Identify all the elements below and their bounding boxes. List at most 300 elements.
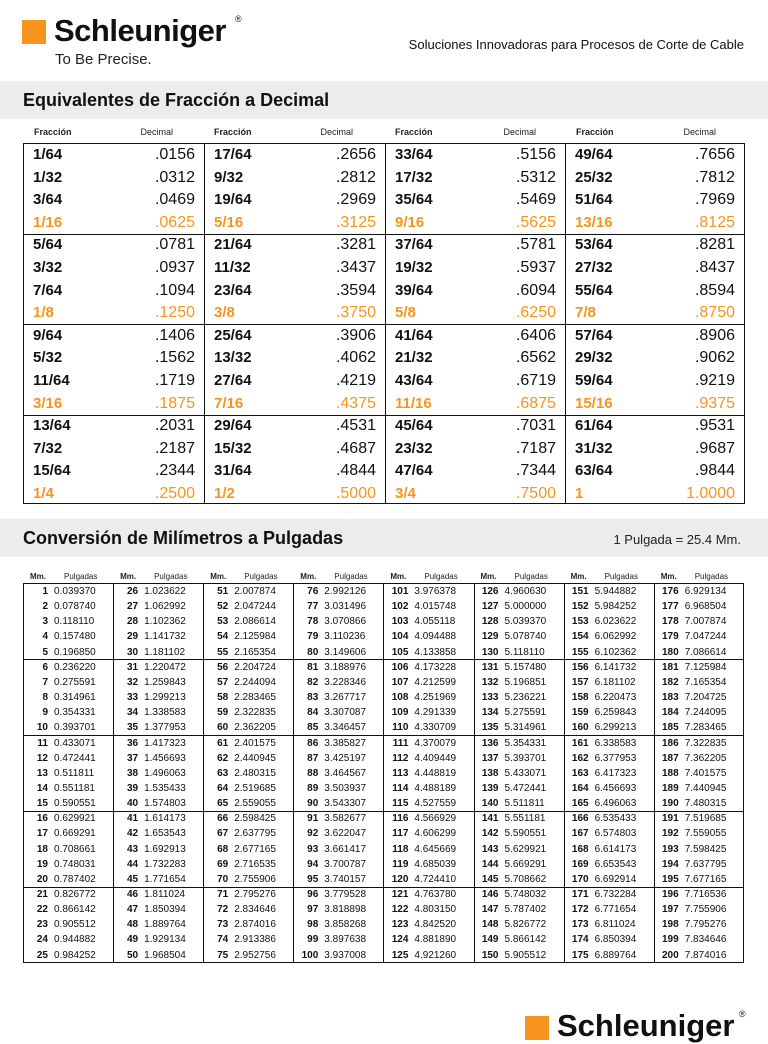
mm-value: 168 xyxy=(571,843,589,855)
fraction-row xyxy=(24,347,744,370)
mm-value: 151 xyxy=(571,586,589,597)
mm-value: 79 xyxy=(307,631,319,643)
mm-value: 94 xyxy=(307,858,319,870)
inches-value: 7.480315 xyxy=(684,798,727,810)
mm-value: 186 xyxy=(662,737,679,749)
inches-value: 1.771654 xyxy=(144,873,186,885)
mm-value: 44 xyxy=(126,858,139,870)
inches-value: 2.952756 xyxy=(234,949,276,961)
decimal-value: .9062 xyxy=(694,349,735,367)
fraction-value: 9/64 xyxy=(33,326,63,344)
mm-value: 166 xyxy=(571,813,589,825)
mm-col-label: Mm. xyxy=(120,572,137,581)
inches-col-label: Pulgadas xyxy=(64,572,98,581)
decimal-value: .9375 xyxy=(694,394,735,412)
inches-value: 7.795276 xyxy=(684,919,727,931)
mm-value: 197 xyxy=(662,904,679,916)
mm-value: 182 xyxy=(662,676,679,688)
inches-value: 6.929134 xyxy=(684,586,727,597)
mm-value: 89 xyxy=(307,782,319,794)
mm-value: 55 xyxy=(217,646,229,658)
fraction-value: 13/32 xyxy=(214,349,252,367)
decimal-value: .5937 xyxy=(515,259,556,276)
fraction-value: 19/32 xyxy=(395,259,433,276)
decimal-value: .2344 xyxy=(154,462,195,480)
mm-value: 184 xyxy=(662,707,679,719)
mm-value: 141 xyxy=(481,813,499,825)
mm-value: 34 xyxy=(126,707,139,719)
inches-value: 4.803150 xyxy=(414,904,457,916)
inches-value: 4.370079 xyxy=(414,737,457,749)
conversion-row xyxy=(24,872,743,887)
inches-value: 2.283465 xyxy=(234,692,276,704)
mm-value: 159 xyxy=(571,707,589,719)
fraction-value: 7/16 xyxy=(214,394,244,412)
mm-value: 128 xyxy=(481,616,499,628)
mm-value: 23 xyxy=(36,919,48,931)
mm-value: 142 xyxy=(481,828,499,840)
decimal-value: .6562 xyxy=(515,349,556,367)
inches-value: 6.377953 xyxy=(594,752,637,764)
mm-value: 163 xyxy=(571,767,589,779)
mm-value: 11 xyxy=(37,737,48,749)
fraction-row xyxy=(24,257,744,280)
decimal-value: .7656 xyxy=(694,146,735,163)
inches-value: 6.456693 xyxy=(594,782,637,794)
mm-value: 73 xyxy=(217,919,229,931)
inches-value: 5.000000 xyxy=(504,601,547,613)
inches-value: 0.984252 xyxy=(54,949,96,961)
inches-value: 4.015748 xyxy=(414,601,457,613)
fraction-section-band xyxy=(0,81,768,119)
inches-value: 3.188976 xyxy=(324,661,367,673)
mm-value: 176 xyxy=(662,586,679,597)
mm-value: 65 xyxy=(217,798,229,810)
inches-value: 4.055118 xyxy=(414,616,456,628)
mm-value: 189 xyxy=(662,782,679,794)
inches-value: 6.535433 xyxy=(594,813,637,825)
mm-value: 136 xyxy=(481,737,499,749)
fraction-value: 11/32 xyxy=(214,259,251,276)
brand-slogan: To Be Precise. xyxy=(55,51,152,68)
conversion-row xyxy=(24,736,743,751)
fraction-value: 19/64 xyxy=(214,191,252,209)
decimal-value: .1562 xyxy=(154,349,195,367)
decimal-value: .2656 xyxy=(335,146,376,163)
conversion-row xyxy=(24,645,743,660)
mm-value: 52 xyxy=(217,601,229,613)
inches-value: 5.551181 xyxy=(504,813,546,825)
decimal-col-label: Decimal xyxy=(140,127,173,137)
inches-value: 2.480315 xyxy=(234,767,276,779)
conversion-row xyxy=(24,948,743,963)
mm-value: 14 xyxy=(36,782,48,794)
inches-value: 3.622047 xyxy=(324,828,367,840)
inches-value: 6.299213 xyxy=(594,722,637,734)
fraction-value: 7/64 xyxy=(33,281,63,299)
mm-value: 138 xyxy=(481,767,499,779)
mm-value: 39 xyxy=(126,782,139,794)
decimal-value: .0781 xyxy=(154,236,195,254)
inches-value: 6.850394 xyxy=(594,934,637,946)
mm-value: 57 xyxy=(217,676,229,688)
fraction-value: 9/16 xyxy=(395,213,425,231)
inches-value: 4.173228 xyxy=(414,661,457,673)
decimal-value: .6250 xyxy=(515,304,556,322)
mm-value: 104 xyxy=(391,631,409,643)
decimal-value: .8906 xyxy=(694,326,735,344)
conversion-row xyxy=(24,857,743,872)
mm-value: 80 xyxy=(307,646,319,658)
fraction-value: 1/32 xyxy=(33,168,63,186)
fraction-value: 3/16 xyxy=(33,394,63,412)
conversion-row xyxy=(24,811,743,826)
conversion-row xyxy=(24,751,743,766)
inches-value: 3.267717 xyxy=(324,692,367,704)
inches-value: 0.433071 xyxy=(54,737,96,749)
inches-value: 1.338583 xyxy=(144,707,186,719)
inches-value: 0.196850 xyxy=(54,646,96,658)
inches-value: 6.259843 xyxy=(594,707,637,719)
mm-value: 12 xyxy=(36,752,48,764)
mm-col-label: Mm. xyxy=(30,572,46,581)
mm-value: 114 xyxy=(392,782,409,794)
inches-value: 3.897638 xyxy=(324,934,367,946)
inches-value: 2.795276 xyxy=(234,889,276,900)
decimal-value: .0469 xyxy=(154,191,195,209)
fraction-value: 29/64 xyxy=(214,417,252,435)
inches-value: 5.944882 xyxy=(594,586,637,597)
fraction-row xyxy=(24,415,744,438)
mm-value: 30 xyxy=(126,646,139,658)
fraction-row xyxy=(24,280,744,303)
fraction-value: 27/64 xyxy=(214,372,252,389)
fraction-value: 3/4 xyxy=(395,485,416,502)
mm-value: 22 xyxy=(36,904,48,916)
fraction-row xyxy=(24,483,744,506)
fraction-value: 31/64 xyxy=(214,462,252,480)
mm-value: 61 xyxy=(217,737,229,749)
conversion-row xyxy=(24,629,743,644)
inches-value: 4.291339 xyxy=(414,707,457,719)
mm-value: 158 xyxy=(571,692,589,704)
inches-value: 2.007874 xyxy=(234,586,276,597)
mm-value: 16 xyxy=(36,813,48,825)
decimal-value: .1406 xyxy=(154,326,195,344)
mm-value: 92 xyxy=(307,828,319,840)
decimal-value: 1.0000 xyxy=(686,485,735,502)
inches-value: 3.858268 xyxy=(324,919,367,931)
decimal-value: .7812 xyxy=(694,168,735,186)
inches-value: 6.811024 xyxy=(594,919,636,931)
inches-value: 1.732283 xyxy=(144,858,186,870)
mm-value: 49 xyxy=(126,934,139,946)
inches-value: 0.590551 xyxy=(54,798,96,810)
mm-value: 8 xyxy=(42,692,48,704)
inches-value: 5.196851 xyxy=(504,676,547,688)
mm-col-label: Mm. xyxy=(660,572,677,581)
inches-value: 7.283465 xyxy=(684,722,727,734)
mm-value: 28 xyxy=(126,616,139,628)
decimal-value: .5625 xyxy=(515,213,556,231)
mm-value: 198 xyxy=(662,919,679,931)
inches-value: 0.314961 xyxy=(54,692,96,704)
inches-value: 0.354331 xyxy=(54,707,96,719)
decimal-value: .6719 xyxy=(515,372,556,389)
decimal-value: .4062 xyxy=(335,349,376,367)
inches-value: 6.968504 xyxy=(684,601,727,613)
fraction-value: 7/8 xyxy=(575,304,596,322)
decimal-value: .1094 xyxy=(154,281,195,299)
inches-value: 3.740157 xyxy=(324,873,367,885)
fraction-value: 1/4 xyxy=(33,485,54,502)
mm-value: 2 xyxy=(42,601,48,613)
mm-value: 118 xyxy=(392,843,409,855)
decimal-value: .9687 xyxy=(694,439,735,457)
mm-value: 160 xyxy=(571,722,589,734)
fraction-row xyxy=(24,167,744,190)
mm-value: 143 xyxy=(481,843,499,855)
inches-value: 7.677165 xyxy=(684,873,727,885)
inches-value: 1.929134 xyxy=(144,934,186,946)
inches-value: 5.984252 xyxy=(594,601,637,613)
conversion-row xyxy=(24,705,743,720)
inches-value: 0.669291 xyxy=(54,828,96,840)
inches-value: 6.062992 xyxy=(594,631,637,643)
inches-value: 4.566929 xyxy=(414,813,457,825)
inches-value: 5.314961 xyxy=(504,722,547,734)
mm-value: 115 xyxy=(392,798,409,810)
decimal-value: .8281 xyxy=(694,236,735,254)
inches-value: 7.007874 xyxy=(684,616,727,628)
inches-value: 5.708662 xyxy=(504,873,547,885)
mm-value: 41 xyxy=(126,813,139,825)
mm-value: 95 xyxy=(307,873,319,885)
decimal-value: .3594 xyxy=(335,281,376,299)
fraction-value: 15/32 xyxy=(214,439,252,457)
inches-col-label: Pulgadas xyxy=(514,572,548,581)
fraction-value: 5/32 xyxy=(33,349,63,367)
mm-value: 164 xyxy=(571,782,589,794)
mm-value: 85 xyxy=(307,722,319,734)
fraction-value: 21/64 xyxy=(214,236,252,254)
inches-value: 0.787402 xyxy=(54,873,96,885)
inches-value: 1.850394 xyxy=(144,904,186,916)
mm-value: 99 xyxy=(307,934,319,946)
inches-value: 4.881890 xyxy=(414,934,457,946)
brand-name: Schleuniger xyxy=(54,13,226,48)
inches-value: 2.440945 xyxy=(234,752,276,764)
inches-value: 1.811024 xyxy=(144,889,186,900)
mm-value: 19 xyxy=(36,858,48,870)
inches-value: 5.629921 xyxy=(504,843,547,855)
inches-value: 3.346457 xyxy=(324,722,367,734)
fraction-value: 5/8 xyxy=(395,304,416,322)
inches-value: 3.543307 xyxy=(324,798,367,810)
fraction-row xyxy=(24,393,744,416)
inches-value: 4.645669 xyxy=(414,843,457,855)
fraction-value: 63/64 xyxy=(575,462,613,480)
inches-value: 3.425197 xyxy=(324,752,367,764)
inches-value: 0.275591 xyxy=(54,676,96,688)
inches-value: 1.614173 xyxy=(144,813,186,825)
mm-value: 154 xyxy=(571,631,589,643)
decimal-value: .1250 xyxy=(154,304,195,322)
inches-value: 1.181102 xyxy=(144,646,186,658)
inches-value: 3.070866 xyxy=(324,616,367,628)
inches-value: 3.503937 xyxy=(324,782,367,794)
mm-value: 81 xyxy=(307,661,319,673)
inches-value: 5.472441 xyxy=(504,782,547,794)
inches-value: 0.118110 xyxy=(54,616,95,628)
mm-value: 117 xyxy=(392,828,409,840)
conversion-row xyxy=(24,584,743,599)
inches-value: 2.086614 xyxy=(234,616,276,628)
fraction-value: 7/32 xyxy=(33,439,63,457)
mm-value: 153 xyxy=(571,616,589,628)
decimal-value: .3437 xyxy=(335,259,376,276)
mm-value: 125 xyxy=(391,949,409,961)
fraction-col-label: Fracción xyxy=(214,127,252,137)
mm-value: 139 xyxy=(481,782,499,794)
inches-value: 1.102362 xyxy=(144,616,186,628)
inches-value: 6.141732 xyxy=(594,661,637,673)
decimal-value: .1719 xyxy=(154,372,195,389)
inches-value: 2.677165 xyxy=(234,843,276,855)
inches-value: 5.905512 xyxy=(504,949,547,961)
header-tagline: Soluciones Innovadoras para Procesos de Corte de Cable xyxy=(408,37,744,52)
inches-value: 3.700787 xyxy=(324,858,367,870)
decimal-value: .4219 xyxy=(335,372,376,389)
mm-value: 185 xyxy=(662,722,679,734)
mm-value: 178 xyxy=(662,616,679,628)
fraction-value: 15/64 xyxy=(33,462,71,480)
decimal-value: .4844 xyxy=(335,462,376,480)
decimal-value: .4375 xyxy=(335,394,376,412)
inches-value: 3.464567 xyxy=(324,767,367,779)
fraction-value: 55/64 xyxy=(575,281,613,299)
inches-value: 5.826772 xyxy=(504,919,547,931)
mm-value: 121 xyxy=(391,889,409,900)
fraction-value: 35/64 xyxy=(395,191,433,209)
inches-value: 6.574803 xyxy=(594,828,637,840)
decimal-value: .8125 xyxy=(694,213,735,231)
decimal-value: .7344 xyxy=(515,462,556,480)
mm-value: 21 xyxy=(36,889,48,900)
mm-value: 175 xyxy=(571,949,589,961)
mm-value: 68 xyxy=(217,843,229,855)
inches-value: 1.574803 xyxy=(144,798,186,810)
conversion-note: 1 Pulgada = 25.4 Mm. xyxy=(613,532,741,547)
inches-value: 2.244094 xyxy=(234,676,276,688)
inches-value: 0.708661 xyxy=(54,843,96,855)
decimal-col-label: Decimal xyxy=(503,127,536,137)
mm-value: 10 xyxy=(36,722,48,734)
decimal-value: .6406 xyxy=(515,326,556,344)
mm-value: 88 xyxy=(307,767,319,779)
fraction-value: 47/64 xyxy=(395,462,433,480)
mm-value: 112 xyxy=(392,752,409,764)
mm-value: 119 xyxy=(392,858,409,870)
mm-value: 25 xyxy=(36,949,48,961)
decimal-value: .9844 xyxy=(694,462,735,480)
inches-value: 2.874016 xyxy=(234,919,276,931)
inches-value: 0.866142 xyxy=(54,904,96,916)
mm-value: 110 xyxy=(392,722,409,734)
fraction-row xyxy=(24,370,744,393)
fraction-value: 41/64 xyxy=(395,326,433,344)
mm-value: 35 xyxy=(126,722,139,734)
mm-value: 124 xyxy=(391,934,409,946)
mm-col-label: Mm. xyxy=(300,572,317,581)
inches-value: 6.417323 xyxy=(594,767,637,779)
fraction-row xyxy=(24,325,744,348)
fraction-row xyxy=(24,212,744,235)
inches-value: 3.937008 xyxy=(324,949,367,961)
decimal-value: .5312 xyxy=(515,168,556,186)
inches-value: 2.401575 xyxy=(234,737,276,749)
mm-value: 155 xyxy=(571,646,589,658)
decimal-value: .0625 xyxy=(154,213,195,231)
mm-value: 199 xyxy=(662,934,679,946)
fraction-value: 5/64 xyxy=(33,236,63,254)
fraction-value: 59/64 xyxy=(575,372,613,389)
mm-value: 93 xyxy=(307,843,319,855)
fraction-value: 3/32 xyxy=(33,259,63,276)
fraction-row xyxy=(24,144,744,167)
decimal-value: .6094 xyxy=(515,281,556,299)
mm-value: 63 xyxy=(217,767,229,779)
inches-value: 2.716535 xyxy=(234,858,276,870)
decimal-value: .0312 xyxy=(154,168,195,186)
mm-col-label: Mm. xyxy=(210,572,227,581)
fraction-value: 13/64 xyxy=(33,417,71,435)
inches-value: 0.039370 xyxy=(54,586,96,597)
inches-value: 0.944882 xyxy=(54,934,96,946)
inches-value: 1.220472 xyxy=(144,661,186,673)
fraction-value: 27/32 xyxy=(575,259,613,276)
mm-value: 171 xyxy=(571,889,589,900)
inches-value: 5.433071 xyxy=(504,767,547,779)
fraction-value: 1/8 xyxy=(33,304,54,322)
inches-col-label: Pulgadas xyxy=(154,572,188,581)
mm-value: 13 xyxy=(36,767,48,779)
inches-value: 7.716536 xyxy=(684,889,727,900)
decimal-value: .4531 xyxy=(335,417,376,435)
conversion-row xyxy=(24,675,743,690)
decimal-value: .9531 xyxy=(694,417,735,435)
mm-value: 97 xyxy=(307,904,319,916)
mm-value: 3 xyxy=(42,616,48,628)
inches-value: 1.968504 xyxy=(144,949,186,961)
decimal-value: .0156 xyxy=(154,146,195,163)
mm-value: 149 xyxy=(481,934,499,946)
mm-value: 62 xyxy=(217,752,229,764)
inches-value: 4.527559 xyxy=(414,798,457,810)
inches-value: 1.653543 xyxy=(144,828,186,840)
inches-value: 5.236221 xyxy=(504,692,547,704)
decimal-value: .2031 xyxy=(154,417,195,435)
mm-value: 69 xyxy=(217,858,229,870)
inches-value: 7.047244 xyxy=(684,631,727,643)
mm-value: 46 xyxy=(126,889,139,900)
inches-value: 7.755906 xyxy=(684,904,727,916)
inches-value: 7.440945 xyxy=(684,782,727,794)
decimal-value: .8437 xyxy=(694,259,735,276)
mm-value: 47 xyxy=(126,904,139,916)
inches-value: 5.039370 xyxy=(504,616,547,628)
inches-value: 6.732284 xyxy=(594,889,637,900)
